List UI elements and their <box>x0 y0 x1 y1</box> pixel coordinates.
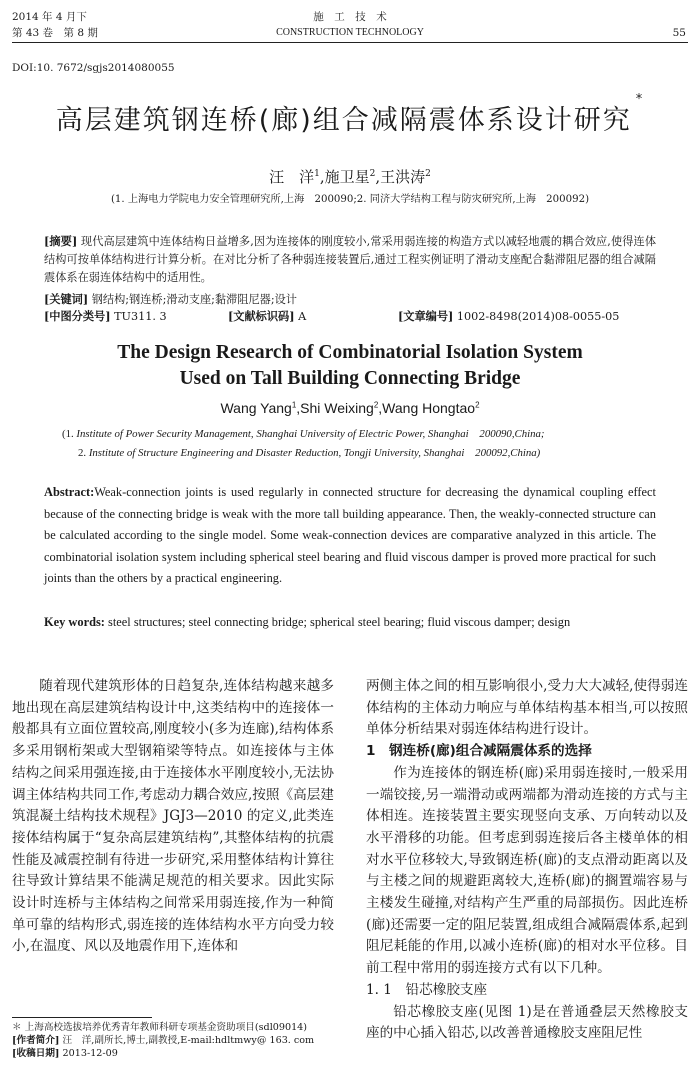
received-date: [收稿日期] 2013-12-09 <box>12 1048 118 1059</box>
body-right-column <box>366 676 688 1045</box>
header-rule <box>12 42 688 43</box>
authors-en: Wang Yang$^1$,Shi Weixing$^2$,Wang Hongtao$^2$ <box>220 400 480 416</box>
abstract-cn: [摘要] 现代高层建筑中连体结构日益增多,因为连接体的刚度较小,常采用弱连接的构造方式以减轻地震的耦合效应,使得连体结构可按单体结构进行计算分析。在对比分析了各种弱连接装置后,通过工程实例证明了滑动支座配合黏滞阻尼器的组合减隔震体系在弱连体结构中的适用性。 <box>44 234 657 284</box>
header-journal-cn: 施 工 技 术 <box>313 11 387 23</box>
clc-number: [中图分类号] TU311. 3 <box>44 309 167 323</box>
doi: DOI:10. 7672/sgjs2014080055 <box>12 62 175 74</box>
fund-note: ＊ 上海高校选拔培养优秀青年教师科研专项基金资助项目(sdl09014) <box>12 1022 308 1033</box>
abstract-cn-label: [摘要] <box>44 234 78 248</box>
page-number: 55 <box>672 27 686 39</box>
keywords-cn-label: [关键词] <box>44 292 89 306</box>
section-heading: 1 钢连桥(廊)组合减隔震体系的选择 <box>366 743 592 760</box>
doc-code: [文献标识码] A <box>228 309 307 323</box>
affiliation-en-1: (1. Institute of Power Security Management, Shanghai University of Electric Power, Shanghai 200090,China; <box>62 428 545 440</box>
author-bio: [作者简介] 汪 洋,副所长,博士,副教授,E-mail:hdltmwy@ 163. com <box>12 1035 315 1046</box>
keywords-en-label: Key words: <box>44 615 105 629</box>
keywords-en: Key words: steel structures; steel connecting bridge; spherical steel bearing; fluid viscous damper; design <box>44 615 571 629</box>
title-en-line2: Used on Tall Building Connecting Bridge <box>179 368 521 389</box>
body-paragraph: 两侧主体之间的相互影响很小,受力大大减轻,使得弱连体结构的主体动力响应与单体结构基本相当,可以按照单体分析结果对弱连体结构进行设计。 <box>366 678 688 738</box>
title-cn: 高层建筑钢连桥(廊)组合减隔震体系设计研究* <box>55 92 645 136</box>
abstract-en: Abstract:Weak-connection joints is used regularly in connected structure for decreasing the dynamical coupling effect because of the connecting bridge is weak with the more tall building appearance. Then, the weakly-connected structure can be calculated according to the single model. Some weak-connection devices are comparative analyzed in this article. The combinatorial isolation system including spherical steel bearing and fluid viscous damper is proved more practical for such joints than the others by a practical engineering. <box>44 485 656 585</box>
body-paragraph: 随着现代建筑形体的日趋复杂,连体结构越来越多地出现在高层建筑结构设计中,这类结构中的连接体一般都具有立面位置较高,刚度较小(多为连廊),结构体系多采用钢桁架或大型钢箱梁等特点。如连接体与主体结构之间采用强连接,由于连接体水平刚度较小,无法协调主体结构共同工作,考虑动力耦合效应,按照《高层建筑混凝土结构技术规程》JGJ3—2010 的定义,此类连接体结构属于“复杂高层建筑结构”,其整体结构的抗震性能及减震控制有待进一步研究,采用整体结构计算往往导致计算结果不能满足规范的相关要求。因此实际设计时连桥与主体结构之间常采用弱连接,作为一种简单可靠的结构形式,弱连接的连体结构水平方向受力较小,在温度、风以及地震作用下,连体和 <box>12 678 334 955</box>
footnote <box>12 1021 342 1060</box>
authors-cn: 汪 洋$^1$,施卫星$^2$,王洪涛$^2$ <box>269 168 431 186</box>
affiliation-en-2: 2. Institute of Structure Engineering and Disaster Reduction, Tongji University, Shanghai 200092,China) <box>78 447 541 459</box>
body-paragraph: 作为连接体的钢连桥(廊)采用弱连接时,一般采用一端铰接,另一端滑动或两端都为滑动连接的方式与主体相连。连接装置主要实现竖向支承、万向转动以及水平滑移的功能。但考虑到弱连接后各主楼单体的相对水平位移较大,导致钢连桥(廊)的支点滑动距离以及与主楼之间的规避距离较大,连桥(廊)的搁置端容易与主楼发生碰撞,对结构产生严重的局部损伤。因此连桥(廊)还需要一定的阻尼装置,组成组合减隔震体系,起到阻尼耗能的作用,以减小连桥(廊)的相对水平位移。目前工程中常用的弱连接方式有以下几种。 <box>366 764 688 977</box>
header-date: 2014 年 4 月下 <box>12 11 87 23</box>
header-journal-en: CONSTRUCTION TECHNOLOGY <box>276 27 424 38</box>
title-footnote-mark: * <box>635 92 645 107</box>
body-paragraph: 铅芯橡胶支座(见图 1)是在普通叠层天然橡胶支座的中心插入铅芯,以改善普通橡胶支座阻尼性 <box>366 1003 688 1042</box>
affiliation-cn: (1. 上海电力学院电力安全管理研究所,上海 200090;2. 同济大学结构工程与防灾研究所,上海 200092) <box>110 194 590 205</box>
subsection-heading: 1. 1 铅芯橡胶支座 <box>366 981 488 998</box>
body-left-column <box>12 676 334 958</box>
abstract-en-label: Abstract: <box>44 485 95 499</box>
footnote-rule <box>12 1017 152 1018</box>
article-number: [文章编号] 1002-8498(2014)08-0055-05 <box>398 309 620 323</box>
title-en-line1: The Design Research of Combinatorial Isolation System <box>117 342 583 363</box>
header-volume: 第 43 卷 第 8 期 <box>12 27 98 39</box>
keywords-cn: [关键词] 钢结构;钢连桥;滑动支座;黏滞阻尼器;设计 <box>44 292 297 306</box>
